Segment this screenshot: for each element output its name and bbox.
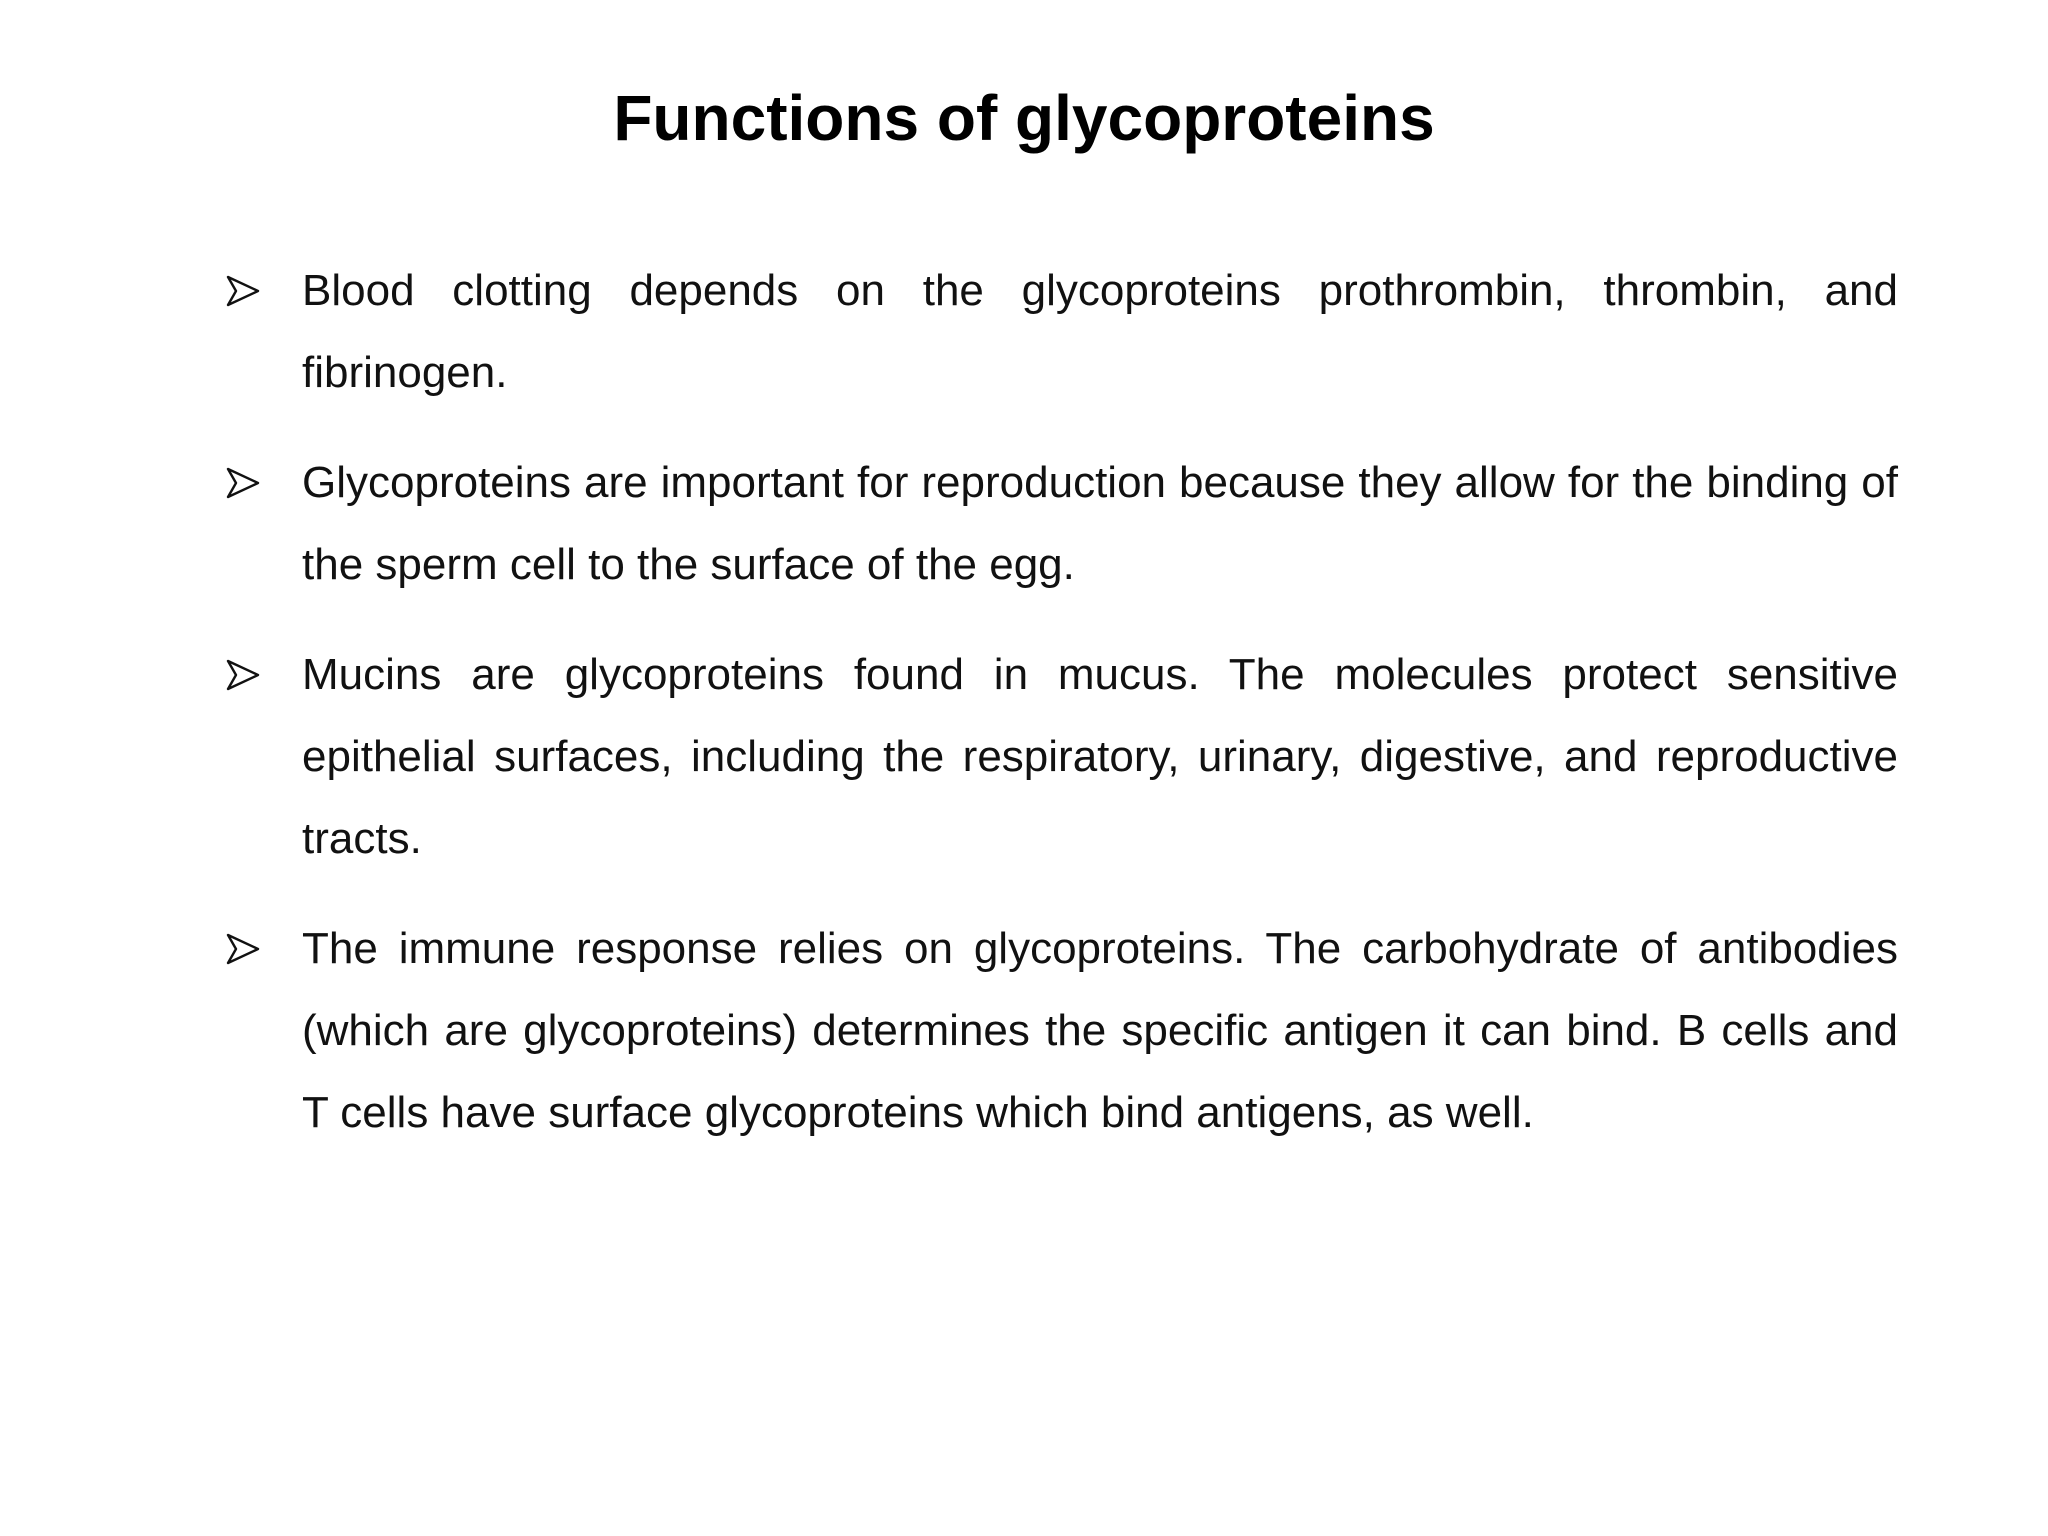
arrowhead-bullet-icon: [226, 250, 266, 332]
arrowhead-bullet-icon: [226, 908, 266, 990]
bullet-item: [220, 908, 1898, 1154]
bullet-item: [220, 250, 1898, 414]
bullet-text: Blood clotting depends on the glycoproteins prothrombin, thrombin, and fibrinogen.: [302, 266, 1898, 397]
bullet-text: The immune response relies on glycoproteins. The carbohydrate of antibodies (which are glycoproteins) determines the specific antigen it can bind. B cells and T cells have surface glycoproteins which bind antigens, as well.: [302, 924, 1898, 1137]
arrowhead-bullet-icon: [226, 442, 266, 524]
bullet-list: [220, 250, 1898, 1182]
bullet-item: [220, 442, 1898, 606]
bullet-text: Mucins are glycoproteins found in mucus. The molecules protect sensitive epithelial surfaces, including the respiratory, urinary, digestive, and reproductive tracts.: [302, 650, 1898, 863]
bullet-text: Glycoproteins are important for reproduction because they allow for the binding of the sperm cell to the surface of the egg.: [302, 458, 1898, 589]
slide-title: Functions of glycoproteins: [613, 82, 1435, 154]
arrowhead-bullet-icon: [226, 634, 266, 716]
bullet-item: [220, 634, 1898, 880]
